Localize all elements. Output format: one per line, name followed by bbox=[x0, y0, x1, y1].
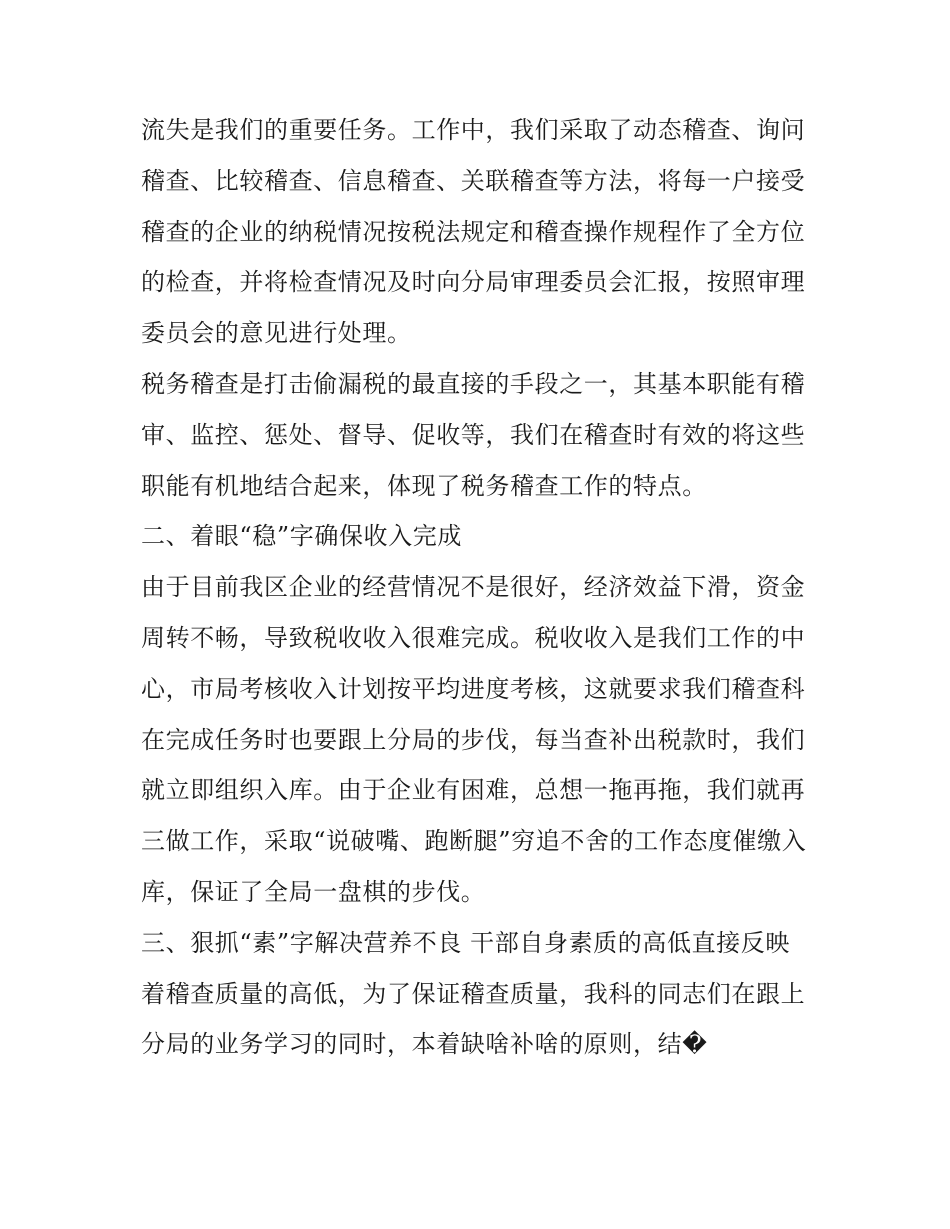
text-line: 在完成任务时也要跟上分局的步伐，每当查补出税款时，我们 bbox=[141, 725, 806, 754]
text-line: 库，保证了全局一盘棋的步伐。 bbox=[141, 877, 486, 906]
text-line: 的检查，并将检查情况及时向分局审理委员会汇报，按照审理 bbox=[141, 268, 806, 297]
text-line: 由于目前我区企业的经营情况不是很好，经济效益下滑，资金 bbox=[141, 573, 806, 602]
text-line: 分局的业务学习的同时，本着缺啥补啥的原则，结� bbox=[141, 1030, 708, 1059]
text-line: 审、监控、惩处、督导、促收等，我们在稽查时有效的将这些 bbox=[141, 420, 806, 449]
text-line: 税务稽查是打击偷漏税的最直接的手段之一，其基本职能有稽 bbox=[141, 369, 806, 398]
text-line: 职能有机地结合起来，体现了税务稽查工作的特点。 bbox=[141, 471, 707, 500]
text-line: 周转不畅，导致税收收入很难完成。税收收入是我们工作的中 bbox=[141, 623, 806, 652]
text-line: 流失是我们的重要任务。工作中，我们采取了动态稽查、询问 bbox=[141, 116, 806, 144]
text-line: 三做工作，采取“说破嘴、跑断腿”穷追不舍的工作态度催缴入 bbox=[141, 827, 807, 856]
text-line: 就立即组织入库。由于企业有困难，总想一拖再拖，我们就再 bbox=[141, 776, 806, 805]
text-line: 心，市局考核收入计划按平均进度考核，这就要求我们稽查科 bbox=[141, 674, 806, 703]
text-line: 委员会的意见进行处理。 bbox=[141, 319, 412, 348]
text-line: 稽查的企业的纳税情况按税法规定和稽查操作规程作了全方位 bbox=[141, 217, 806, 246]
section-heading-line: 二、着眼“稳”字确保收入完成 bbox=[141, 522, 462, 551]
section-heading-line: 三、狠抓“素”字解决营养不良 干部自身素质的高低直接反映 bbox=[141, 928, 790, 957]
document-body bbox=[141, 108, 821, 1073]
text-line: 着稽查质量的高低，为了保证稽查质量，我科的同志们在跟上 bbox=[141, 979, 806, 1008]
text-line: 稽查、比较稽查、信息稽查、关联稽查等方法，将每一户接受 bbox=[141, 166, 806, 195]
